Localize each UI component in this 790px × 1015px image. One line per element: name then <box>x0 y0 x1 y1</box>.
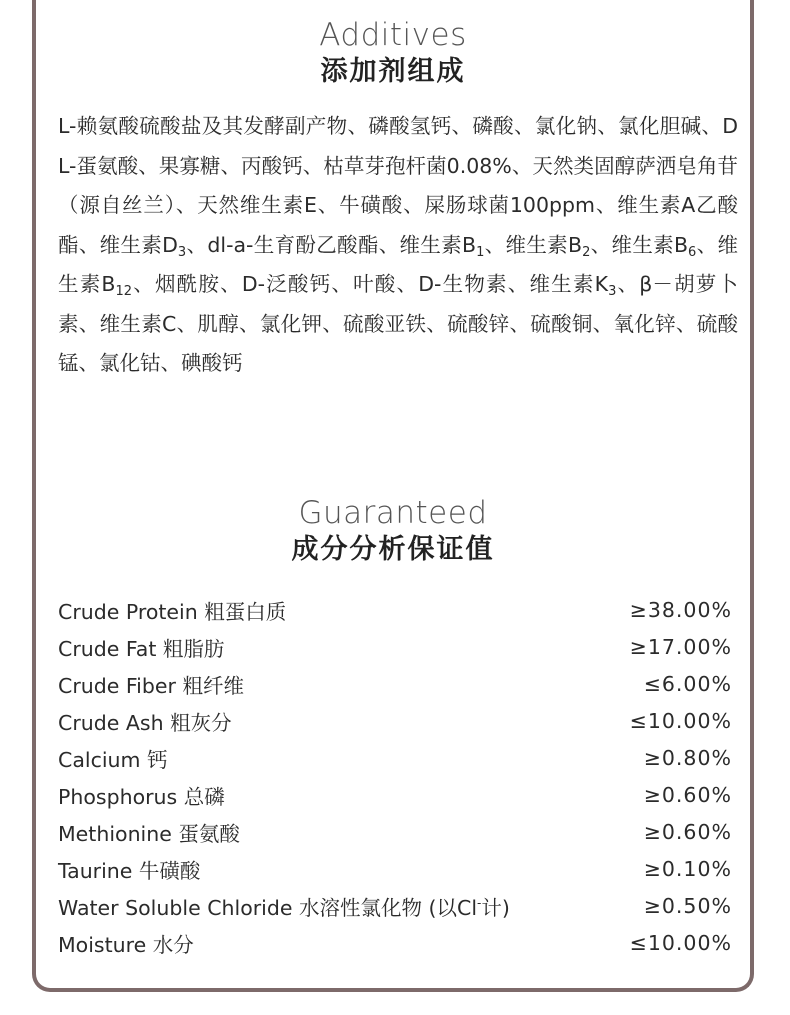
subscript: 12 <box>115 284 133 299</box>
table-row <box>58 850 732 887</box>
nutrient-name-part: Water Soluble Chloride 水溶性氯化物 (以Cl <box>58 895 478 920</box>
nutrient-value: ≤6.00% <box>643 671 732 696</box>
additives-header <box>36 17 750 91</box>
nutrient-value: ≤10.00% <box>629 930 732 955</box>
guaranteed-header <box>36 495 750 569</box>
table-row <box>58 924 732 961</box>
additives-text-part: 、维生素B <box>590 232 689 257</box>
guaranteed-title-cn: 成分分析保证值 <box>291 534 495 565</box>
table-row <box>58 665 732 702</box>
additives-text-part: 、维生素B <box>484 232 583 257</box>
nutrient-value: ≥0.80% <box>643 745 732 770</box>
table-row <box>58 702 732 739</box>
table-row <box>58 628 732 665</box>
additives-text-part: 、维生素B <box>58 232 738 296</box>
table-row <box>58 776 732 813</box>
nutrient-name: Calcium 钙 <box>58 747 168 772</box>
subscript: 1 <box>476 244 485 260</box>
nutrient-name: Crude Fat 粗脂肪 <box>58 636 225 661</box>
table-row <box>58 591 732 628</box>
nutrition-card <box>32 0 754 992</box>
subscript: 6 <box>688 244 697 260</box>
nutrient-name: Crude Ash 粗灰分 <box>58 710 232 735</box>
nutrient-value: ≥17.00% <box>629 634 732 659</box>
nutrient-name: Methionine 蛋氨酸 <box>58 821 240 846</box>
nutrient-name: Moisture 水分 <box>58 932 194 957</box>
subscript: 3 <box>177 244 187 260</box>
additives-ingredient-list <box>58 107 738 384</box>
nutrient-name: Crude Fiber 粗纤维 <box>58 673 244 698</box>
nutrient-value: ≥38.00% <box>629 597 732 622</box>
guaranteed-analysis-table <box>58 591 732 961</box>
additives-title-cn: 添加剂组成 <box>320 56 466 87</box>
additives-text-part: L-赖氨酸硫酸盐及其发酵副产物、磷酸氢钙、磷酸、氯化钠、氯化胆碱、DL-蛋氨酸、果寡糖、丙酸钙、枯草芽孢杆菌0.08%、天然类固醇萨洒皂角苷（源自丝兰）、天然维生素E、牛磺酸、屎肠球菌100ppm、维生素A乙酸酯、维生素D <box>58 114 738 257</box>
table-row <box>58 813 732 850</box>
additives-text-part: 、dl-a-生育酚乙酸酯、维生素B <box>186 232 477 257</box>
nutrient-name: Crude Protein 粗蛋白质 <box>58 599 287 624</box>
nutrient-name <box>58 891 510 921</box>
nutrient-value: ≥0.60% <box>643 782 732 807</box>
nutrient-value: ≥0.10% <box>643 856 732 881</box>
nutrient-name: Phosphorus 总磷 <box>58 784 225 809</box>
superscript: - <box>477 895 482 910</box>
additives-title-en: Additives <box>319 17 467 53</box>
nutrient-value: ≥0.50% <box>643 893 732 918</box>
subscript: 2 <box>582 244 591 260</box>
additives-text-part: 、烟酰胺、D-泛酸钙、叶酸、D-生物素、维生素K <box>132 272 609 296</box>
table-row <box>58 739 732 776</box>
nutrient-value: ≥0.60% <box>643 819 732 844</box>
guaranteed-title-en: Guaranteed <box>298 495 488 531</box>
nutrient-name-part: 计) <box>481 895 510 920</box>
nutrient-value: ≤10.00% <box>629 708 732 733</box>
additives-text-part: 、β－胡萝卜素、维生素C、肌醇、氯化钾、硫酸亚铁、硫酸锌、硫酸铜、氧化锌、硫酸锰、氯化钴、碘酸钙 <box>58 272 738 375</box>
table-row <box>58 887 732 924</box>
subscript: 3 <box>608 284 617 299</box>
nutrient-name: Taurine 牛磺酸 <box>58 858 201 883</box>
